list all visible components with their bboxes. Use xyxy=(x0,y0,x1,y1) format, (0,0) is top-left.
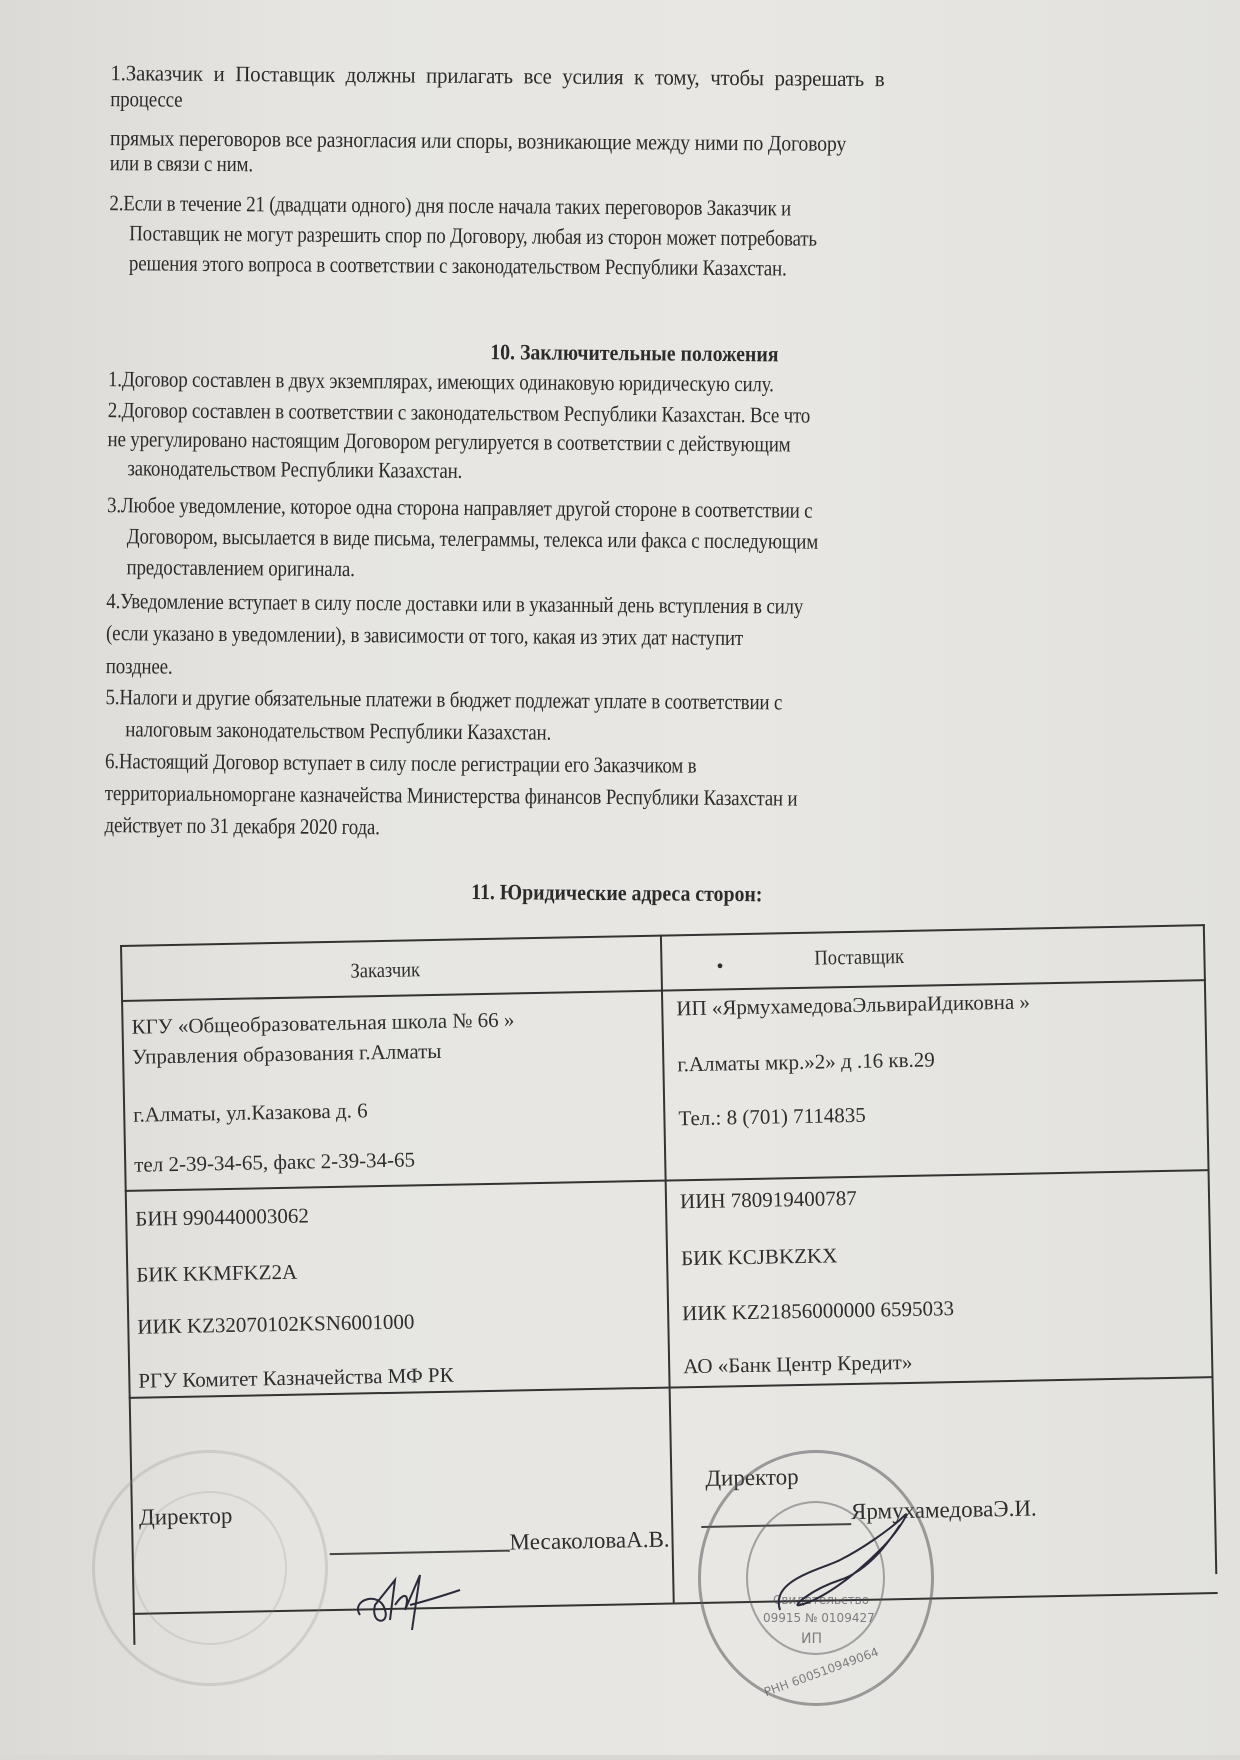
customer-bik: БИК KKMFKZ2A xyxy=(136,1259,298,1287)
customer-bank: РГУ Комитет Казначейства МФ РК xyxy=(138,1362,454,1393)
header-mark: • xyxy=(716,955,724,978)
customer-signer-title: Директор xyxy=(138,1502,233,1530)
s10-line-5: 3.Любое уведомление, которое одна сторона направляет другой стороне в соответствии с xyxy=(106,492,813,523)
table-header-divider xyxy=(121,979,1206,1002)
s10-line-13: 6.Настоящий Договор вступает в силу после регистрации его Заказчиком в xyxy=(104,748,697,778)
supplier-signature xyxy=(760,1510,930,1630)
supplier-iin: ИИН 780919400787 xyxy=(679,1185,857,1214)
supplier-bank: АО «Банк Центр Кредит» xyxy=(682,1349,913,1379)
customer-name-line2: Управления образования г.Алматы xyxy=(131,1038,442,1069)
customer-stamp-inner-ring xyxy=(133,1491,287,1645)
supplier-signer-name: ЯрмухамедоваЭ.И. xyxy=(850,1495,1037,1525)
customer-signer-name: МесаколоваА.В. xyxy=(509,1526,670,1555)
customer-phone: тел 2-39-34-65, факс 2-39-34-65 xyxy=(133,1147,416,1177)
s9-item1-line4: или в связи с ним. xyxy=(109,150,254,177)
s10-line-1: 1.Договор составлен в двух экземплярах, имеющих одинаковую юридическую силу. xyxy=(107,366,774,397)
customer-stamp-faded xyxy=(92,1450,328,1686)
s10-line-4: законодательством Республики Казахстан. xyxy=(127,455,463,483)
customer-iik: ИИК KZ32070102KSN6001000 xyxy=(137,1309,415,1339)
s10-line-11: 5.Налоги и другие обязательные платежи в бюджет подлежат уплате в соответствии с xyxy=(105,684,783,715)
customer-signature-line xyxy=(330,1550,510,1555)
supplier-name: ИП «ЯрмухамедоваЭльвираИдиковна » xyxy=(676,989,1031,1021)
stamp-center-label: ИП xyxy=(801,1631,822,1647)
s10-line-14: территориальноморгане казначейства Министерства финансов Республики Казахстан и xyxy=(104,780,798,811)
supplier-signer-title: Директор xyxy=(705,1464,799,1491)
s10-line-10: позднее. xyxy=(105,653,173,679)
supplier-phone: Тел.: 8 (701) 7114835 xyxy=(678,1102,867,1131)
stamp-cert-number: 09915 № 0109427 xyxy=(763,1611,875,1625)
table-column-divider xyxy=(660,935,675,1603)
s10-line-2: 2.Договор составлен в соответствии с законодательством Республики Казахстан. Все что xyxy=(107,397,811,428)
section10-title: 10. Заключительные положения xyxy=(490,339,779,367)
s10-line-8: 4.Уведомление вступает в силу после доставки или в указанный день вступления в силу xyxy=(106,588,804,619)
s9-item2-line2: Поставщик не могут разрешить спор по Договору, любая из сторон может потребовать xyxy=(129,220,817,251)
customer-address: г.Алматы, ул.Казакова д. 6 xyxy=(133,1098,368,1127)
s9-item2-line3: решения этого вопроса в соответствии с законодательством Республики Казахстан. xyxy=(128,250,787,281)
section11-title: 11. Юридические адреса сторон: xyxy=(471,878,763,907)
s9-item1-line1: 1.Заказчик и Поставщик должны прилагать все усилия к тому, чтобы разрешать в xyxy=(110,60,885,92)
s10-line-12: налоговым законодательством Республики Казахстан. xyxy=(125,716,552,745)
customer-signature xyxy=(350,1560,470,1640)
s10-line-9: (если указано в уведомлении), в зависимости от того, какая из этих дат наступит xyxy=(105,620,744,651)
customer-name-line1: КГУ «Общеобразовательная школа № 66 » xyxy=(131,1007,515,1039)
customer-header: Заказчик xyxy=(350,957,421,983)
supplier-iik: ИИК KZ21856000000 6595033 xyxy=(681,1296,955,1326)
supplier-header: Поставщик xyxy=(814,943,905,970)
stamp-rnn: РНН 600510949064 xyxy=(762,1644,881,1700)
s10-line-7: предоставлением оригинала. xyxy=(126,554,355,582)
customer-bin: БИН 990440003062 xyxy=(135,1203,310,1231)
s9-item1-line2: процессе xyxy=(110,86,183,112)
supplier-bik: БИК KCJBKZKX xyxy=(680,1243,838,1271)
s9-item2-line1: 2.Если в течение 21 (двадцати одного) дня после начала таких переговоров Заказчик и xyxy=(109,190,792,221)
s9-item1-line3: прямых переговоров все разногласия или споры, возникающие между ними по Договору xyxy=(109,125,847,156)
s10-line-3: не урегулировано настоящим Договором регулируется в соответствии с действующим xyxy=(107,426,791,457)
supplier-address: г.Алматы мкр.»2» д .16 кв.29 xyxy=(677,1047,935,1077)
stamp-cert-line: Свидетельство xyxy=(773,1593,870,1607)
s10-line-6: Договором, высылается в виде письма, телеграммы, телекса или факса с последующим xyxy=(126,523,819,554)
s10-line-15: действует по 31 декабря 2020 года. xyxy=(104,812,380,840)
